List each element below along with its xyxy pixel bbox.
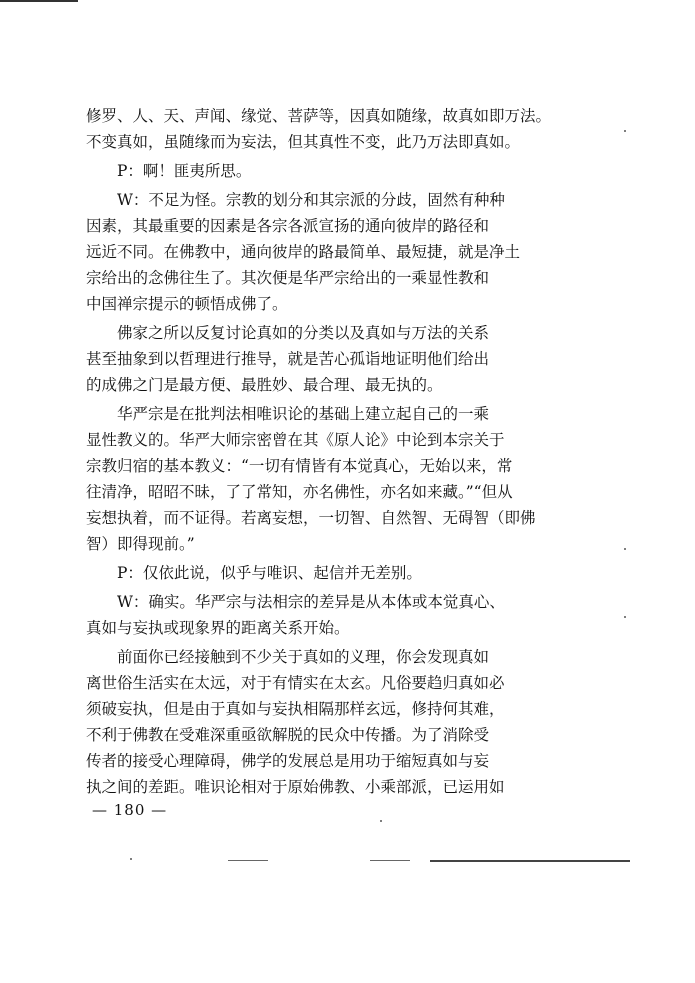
text-line: 执之间的差距。唯识论相对于原始佛教、小乘部派，已运用如 (86, 778, 505, 796)
text-line: 华严宗是在批判法相唯识论的基础上建立起自己的一乘 (117, 405, 490, 423)
scan-speck (380, 820, 382, 822)
text-line: P：啊！匪夷所思。 (117, 162, 252, 180)
paragraph (86, 187, 566, 317)
text-line: 须破妄执，但是由于真如与妄执相隔那样玄远，修持何其难， (86, 700, 505, 718)
text-line: 显性教义的。华严大师宗密曾在其《原人论》中论到本宗关于 (86, 431, 505, 449)
page-body (86, 103, 566, 800)
scan-speck (130, 858, 132, 860)
scan-rule (228, 860, 268, 861)
text-line: W：确实。华严宗与法相宗的差异是从本体或本觉真心、 (117, 593, 505, 611)
paragraph (86, 644, 566, 800)
paragraph (86, 103, 566, 155)
paragraph (86, 560, 566, 586)
text-line: 不变真如，虽随缘而为妄法，但其真性不变，此乃万法即真如。 (86, 133, 521, 151)
paragraph (86, 158, 566, 184)
text-line: 修罗、人、天、声闻、缘觉、菩萨等，因真如随缘，故真如即万法。 (86, 107, 552, 125)
text-line: 中国禅宗提示的顿悟成佛了。 (86, 295, 288, 313)
scan-speck (624, 548, 626, 550)
text-line: 妄想执着，而不证得。若离妄想，一切智、自然智、无碍智（即佛 (86, 509, 536, 527)
text-line: 真如与妄执或现象界的距离关系开始。 (86, 619, 350, 637)
text-line: 传者的接受心理障碍，佛学的发展总是用功于缩短真如与妄 (86, 752, 490, 770)
scan-speck (624, 616, 626, 618)
scan-rule (430, 860, 630, 862)
text-line: 佛家之所以反复讨论真如的分类以及真如与万法的关系 (117, 324, 490, 342)
text-line: 因素，其最重要的因素是各宗各派宣扬的通向彼岸的路径和 (86, 217, 490, 235)
text-line: 宗教归宿的基本教义：“一切有情皆有本觉真心，无始以来，常 (86, 457, 513, 475)
text-line: W：不足为怪。宗教的划分和其宗派的分歧，固然有种种 (117, 191, 505, 209)
text-line: 甚至抽象到以哲理进行推导，就是苦心孤诣地证明他们给出 (86, 350, 490, 368)
scan-top-rule (0, 0, 78, 2)
text-line: P：仅依此说，似乎与唯识、起信并无差别。 (117, 564, 422, 582)
paragraph (86, 589, 566, 641)
text-line: 智）即得现前。” (86, 535, 195, 553)
text-line: 离世俗生活实在太远，对于有情实在太玄。凡俗要趋归真如必 (86, 674, 505, 692)
text-line: 往清净，昭昭不昧，了了常知，亦名佛性，亦名如来藏。”“但从 (86, 483, 513, 501)
page-number: — 180 — (92, 801, 168, 819)
text-line: 远近不同。在佛教中，通向彼岸的路最简单、最短捷，就是净土 (86, 243, 521, 261)
text-line: 不利于佛教在受难深重亟欲解脱的民众中传播。为了消除受 (86, 726, 490, 744)
paragraph (86, 401, 566, 557)
paragraph (86, 320, 566, 398)
text-line: 宗给出的念佛往生了。其次便是华严宗给出的一乘显性教和 (86, 269, 490, 287)
text-line: 的成佛之门是最方便、最胜妙、最合理、最无执的。 (86, 376, 443, 394)
scan-speck (624, 130, 626, 132)
text-line: 前面你已经接触到不少关于真如的义理，你会发现真如 (117, 648, 490, 666)
scan-rule (370, 860, 410, 861)
